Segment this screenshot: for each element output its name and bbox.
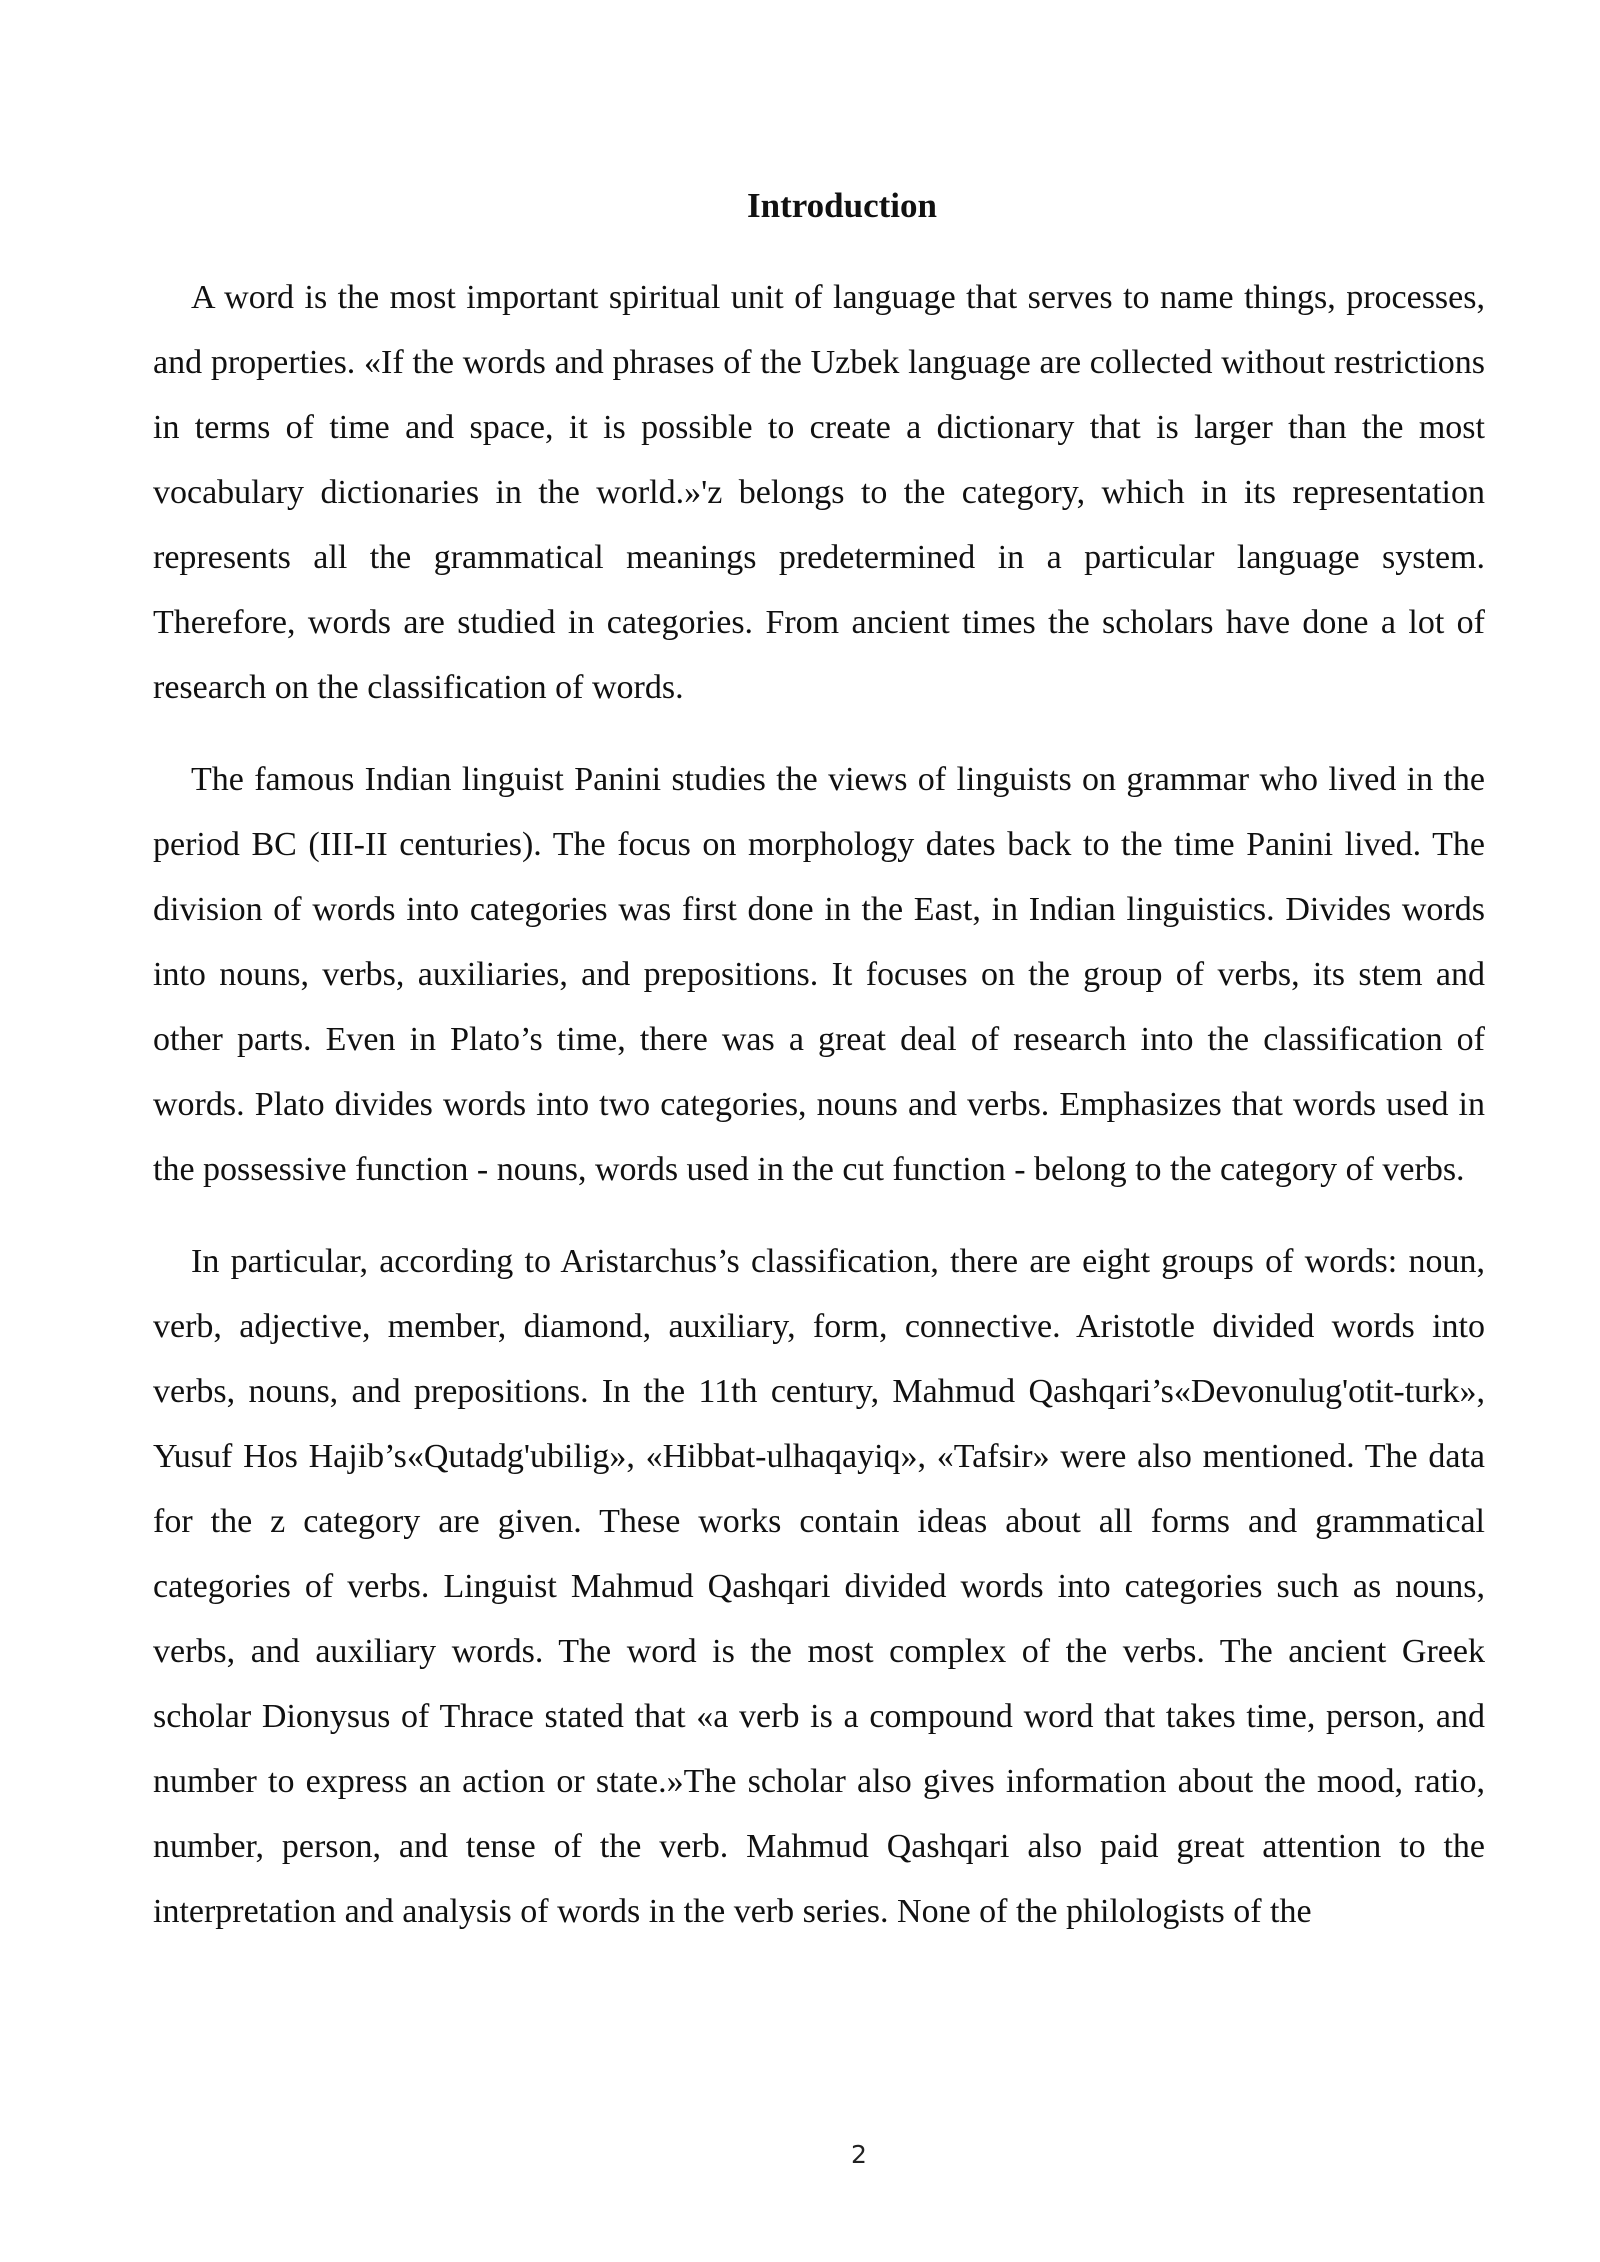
- document-page: [153, 0, 1485, 2262]
- body-text: [153, 265, 1485, 1971]
- page-number: 2: [851, 2140, 867, 2169]
- page-title: Introduction: [747, 186, 937, 225]
- paragraph-1: A word is the most important spiritual unit of language that serves to name things, processes, and properties. «If the words and phrases of the Uzbek language are collected without restrictions in terms of time and space, it is possible to create a dictionary that is larger than the most vocabulary dictionaries in the world.»'z belongs to the category, which in its representation represents all the grammatical meanings predetermined in a particular language system. Therefore, words are studied in categories. From ancient times the scholars have done a lot of research on the classification of words.: [153, 279, 1485, 706]
- paragraph-2: The famous Indian linguist Panini studies the views of linguists on grammar who lived in the period BC (III-II centuries). The focus on morphology dates back to the time Panini lived. The division of words into categories was first done in the East, in Indian linguistics. Divides words into nouns, verbs, auxiliaries, and prepositions. It focuses on the group of verbs, its stem and other parts. Even in Plato’s time, there was a great deal of research into the classification of words. Plato divides words into two categories, nouns and verbs. Emphasizes that words used in the possessive function - nouns, words used in the cut function - belong to the category of verbs.: [153, 761, 1485, 1188]
- paragraph-3: In particular, according to Aristarchus’s classification, there are eight groups of words: noun, verb, adjective, member, diamond, auxiliary, form, connective. Aristotle divided words into verbs, nouns, and prepositions. In the 11th century, Mahmud Qashqari’s«Devonulug'otit-turk», Yusuf Hos Hajib’s«Qutadg'ubilig», «Hibbat-ulhaqayiq», «Tafsir» were also mentioned. The data for the z category are given. These works contain ideas about all forms and grammatical categories of verbs. Linguist Mahmud Qashqari divided words into categories such as nouns, verbs, and auxiliary words. The word is the most complex of the verbs. The ancient Greek scholar Dionysus of Thrace stated that «a verb is a compound word that takes time, person, and number to express an action or state.»The scholar also gives information about the mood, ratio, number, person, and tense of the verb. Mahmud Qashqari also paid great attention to the interpretation and analysis of words in the verb series. None of the philologists of the: [153, 1243, 1485, 1930]
